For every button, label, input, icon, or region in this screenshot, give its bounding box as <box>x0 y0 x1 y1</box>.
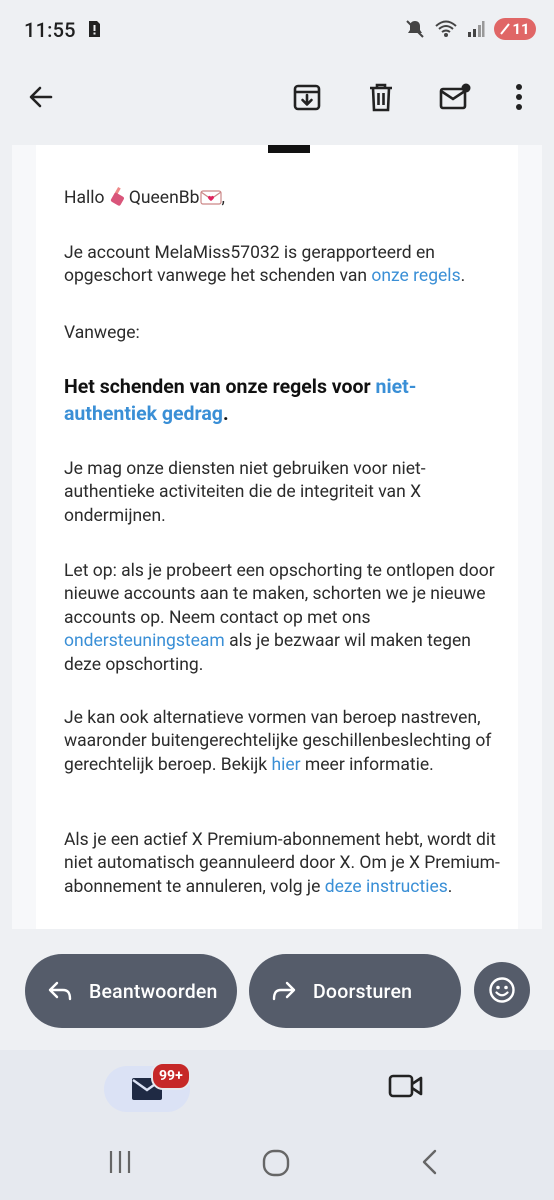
archive-icon <box>292 82 322 112</box>
battery-saver-icon <box>500 23 510 35</box>
greeting <box>64 186 504 210</box>
greeting-name: QueenBb <box>128 188 200 208</box>
reply-button[interactable] <box>25 954 237 1028</box>
nail-polish-emoji-icon <box>109 186 129 206</box>
recent-apps-icon[interactable] <box>106 1148 134 1176</box>
home-icon[interactable] <box>261 1148 291 1178</box>
signal-icon <box>467 20 485 38</box>
mark-unread-button[interactable] <box>436 78 474 116</box>
p5-text: Je kan ook alternatieve vormen van beroep nastreven, waaronder buitengerechtelijke geschillenbeslechting of gerechtelijk beroep. Bekijk <box>64 708 492 775</box>
message-actions <box>0 940 554 1040</box>
reply-icon <box>45 976 75 1006</box>
inauthentic-behavior-link[interactable]: niet-authentiek gedrag <box>64 375 417 425</box>
heading-text: Het schenden van onze regels voor <box>64 375 376 398</box>
forward-icon <box>269 976 299 1006</box>
p6-end: . <box>447 876 453 897</box>
p6-text: Als je een actief X Premium-abonnement hebt, wordt dit niet automatisch geannuleerd door X. Om je X Premium-abonnement te annuleren, volg je <box>64 830 500 897</box>
paragraph-evasion-warning <box>64 560 504 677</box>
forward-label: Doorsturen <box>313 979 413 1003</box>
email-toolbar <box>0 62 554 132</box>
paragraph-appeal-options <box>64 707 504 777</box>
support-team-link[interactable]: ondersteuningsteam <box>64 631 225 652</box>
rules-link[interactable]: onze regels <box>371 266 461 287</box>
system-back-icon[interactable] <box>418 1148 442 1176</box>
p4-end: als je bezwaar wil maken tegen deze opschorting. <box>64 631 471 675</box>
status-time: 11:55 <box>24 18 76 42</box>
trash-icon <box>367 82 395 112</box>
instructions-link[interactable]: deze instructies <box>324 876 448 897</box>
back-button[interactable] <box>22 78 60 116</box>
email-content <box>36 145 518 929</box>
paragraph-reason-label: Vanwege: <box>64 323 140 343</box>
system-navigation <box>0 1130 554 1200</box>
bottom-navigation <box>0 1050 554 1130</box>
mail-unread-icon <box>439 82 471 112</box>
status-bar <box>0 0 554 62</box>
more-info-link[interactable]: hier <box>271 754 301 775</box>
delete-button[interactable] <box>362 78 400 116</box>
emoji-reaction-button[interactable] <box>474 962 530 1018</box>
alert-icon <box>86 20 102 38</box>
more-vert-icon <box>515 83 523 111</box>
battery-indicator <box>494 18 536 40</box>
forward-button[interactable] <box>249 954 461 1028</box>
p4-text: Let op: als je probeert een opschorting te ontlopen door nieuwe accounts aan te maken, schorten we je nieuwe accounts op. Neem contact op met ons <box>64 561 495 628</box>
archive-button[interactable] <box>288 78 326 116</box>
p1-text: Je account MelaMiss57032 is gerapporteerd en opgeschort vanwege het schenden van <box>64 243 435 287</box>
heading-end: . <box>222 402 229 425</box>
x-logo <box>268 145 310 153</box>
smiley-icon <box>488 976 516 1004</box>
love-letter-emoji-icon <box>200 188 222 206</box>
email-body <box>12 145 542 929</box>
paragraph-policy: Je mag onze diensten niet gebruiken voor niet-authentieke activiteiten die de integriteit van X ondermijnen. <box>64 459 426 526</box>
battery-level: 11 <box>512 20 530 38</box>
reply-label: Beantwoorden <box>89 979 218 1003</box>
paragraph-suspension <box>64 242 504 289</box>
video-meet-icon[interactable] <box>388 1074 424 1100</box>
wifi-icon <box>434 19 458 39</box>
greeting-prefix: Hallo <box>64 188 109 208</box>
p5-end: meer informatie. <box>300 754 434 775</box>
paragraph-premium <box>64 829 504 899</box>
arrow-left-icon <box>27 83 55 111</box>
greeting-suffix: , <box>221 188 225 208</box>
mute-icon <box>405 19 425 39</box>
mail-badge: 99+ <box>151 1062 191 1090</box>
more-options-button[interactable] <box>500 78 538 116</box>
p1-end: . <box>460 266 466 287</box>
violation-heading <box>64 373 504 427</box>
